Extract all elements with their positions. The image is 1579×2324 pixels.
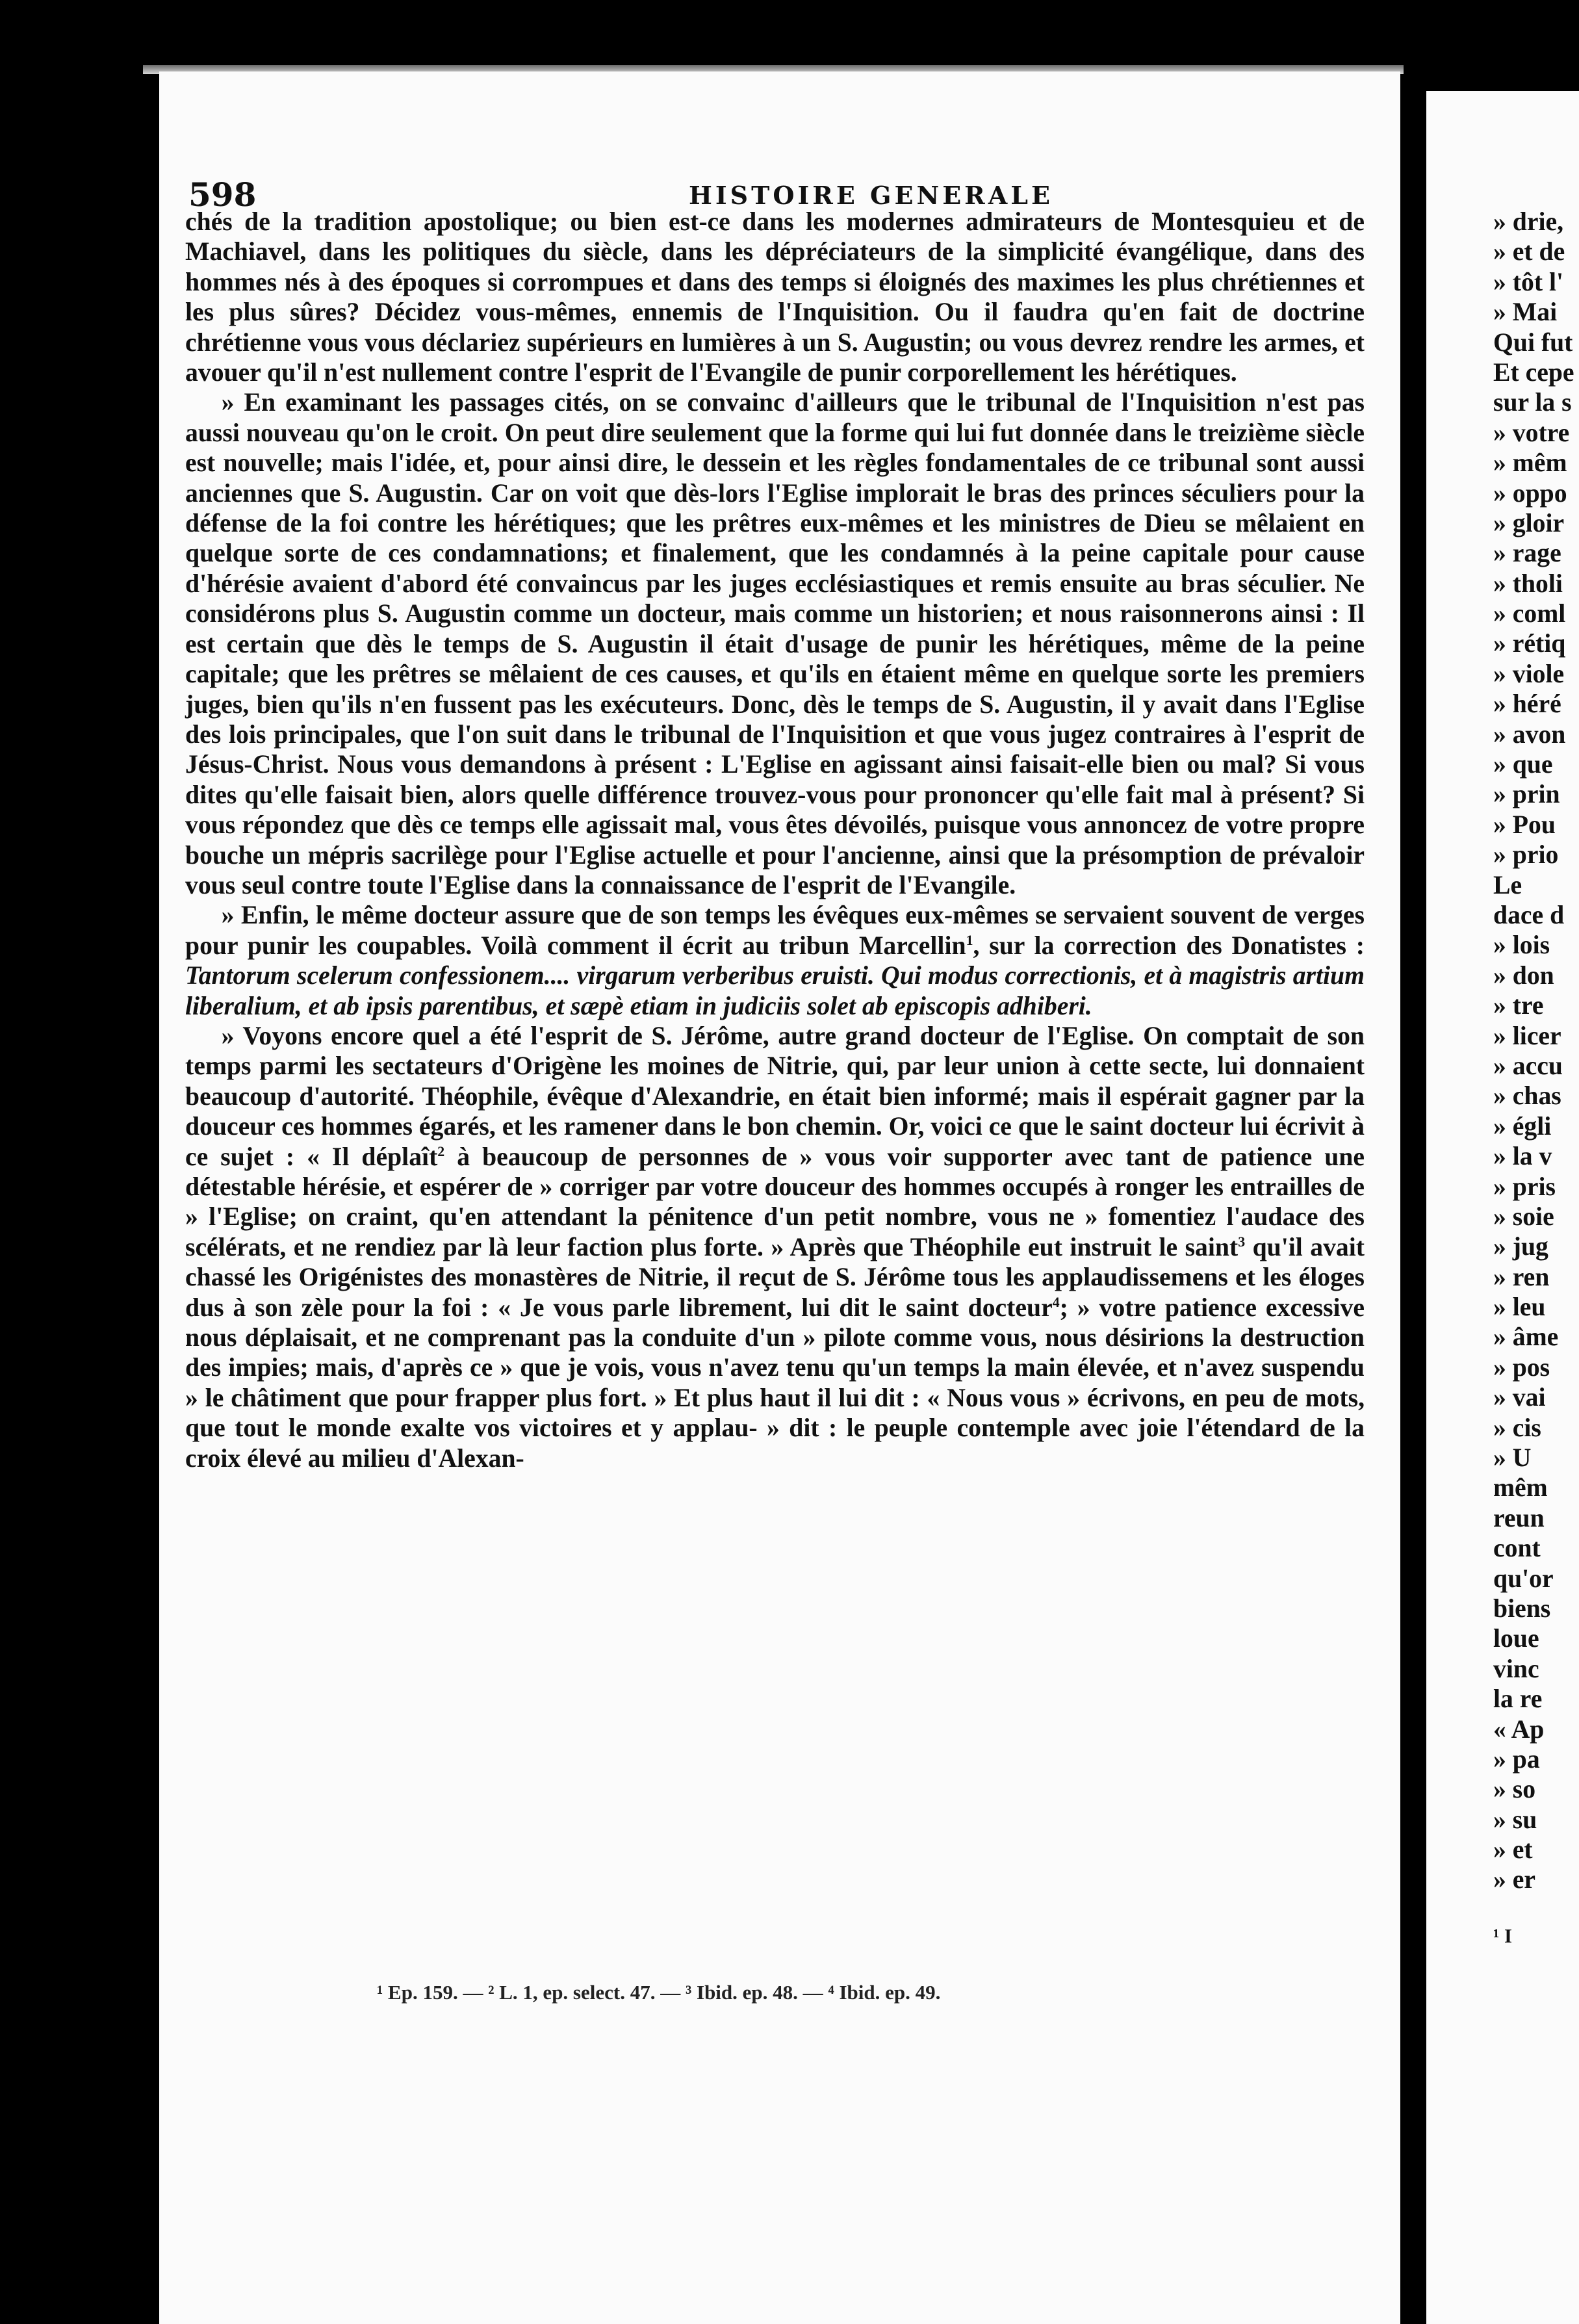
paragraph-text: » Enfin, le même docteur assure que de son temps les évêques eux-mêmes se servaient souvent de verges pour punir les coupables. Voilà comment il écrit au tribun Marcellin <box>185 901 1365 960</box>
adjacent-line-fragment: » que <box>1493 750 1553 779</box>
adjacent-line-fragment: » oppo <box>1493 478 1567 508</box>
adjacent-line-fragment: » jug <box>1493 1232 1548 1261</box>
adjacent-line-fragment: » licer <box>1493 1021 1561 1050</box>
adjacent-line-fragment: » pa <box>1493 1744 1540 1774</box>
adjacent-line-fragment: la re <box>1493 1685 1543 1714</box>
paragraph: » En examinant les passages cités, on se convainc d'ailleurs que le tribunal de l'Inquisition n'est pas aussi nouveau qu'on le croit. On peut dire seulement que la forme qui lui fut donnée dans le treizième siècle est nouvelle; mais l'idée, et, pour ainsi dire, le dessein et les règles fondamentales de ce tribunal sont aussi anciennes que S. Augustin. Car on voit que dès-lors l'Eglise implorait le bras des princes séculiers pour la défense de la foi contre les hérétiques; que les prêtres eux-mêmes et les ministres de Dieu se mêlaient en quelque sorte de ces condamnations; et finalement, que les condamnés à la peine capitale pour cause d'hérésie avaient d'abord été convaincus par les juges ecclésiastiques et remis ensuite au bras séculier. Ne considérons plus S. Augustin comme un docteur, mais comme un historien; et nous raisonnerons ainsi : Il est certain que dès le temps de S. Augustin il était d'usage de punir les hérétiques, même de la peine capitale; que les prêtres se mêlaient de ces causes, et qu'ils en étaient même en quelque sorte les premiers juges, bien qu'ils n'en fussent pas les exécuteurs. Donc, dès le temps de S. Augustin, il y avait dans l'Eglise des lois principales, que l'on suit dans le tribunal de l'Inquisition et que vous jugez contraires à l'esprit de Jésus-Christ. Nous vous demandons à présent : L'Eglise en agissant ainsi faisait-elle bien ou mal? Si vous dites qu'elle faisait bien, alors quelle différence trouvez-vous pour prononcer qu'elle fait mal à présent? Si vous répondez que dès ce temps elle agissait mal, vous êtes dévoilés, puisque vous annoncez de votre propre bouche un mépris sacrilège pour l'Eglise actuelle et pour l'ancienne, ainsi que la présomption de prévaloir vous seul contre toute l'Eglise dans la connaissance de l'esprit de l'Evangile. <box>185 388 1365 899</box>
adjacent-line-fragment: » drie, <box>1493 207 1564 236</box>
adjacent-line-fragment: » gloir <box>1493 508 1565 537</box>
adjacent-line-fragment: » lois <box>1493 931 1550 960</box>
adjacent-line-fragment: » su <box>1493 1805 1537 1834</box>
adjacent-line-fragment: » votre <box>1493 418 1570 447</box>
adjacent-line-fragment: » rétiq <box>1493 629 1566 658</box>
adjacent-line-fragment: » égli <box>1493 1111 1552 1141</box>
adjacent-line-fragment: » accu <box>1493 1051 1563 1080</box>
adjacent-line-fragment: » rage <box>1493 539 1561 568</box>
adjacent-line-fragment: » U <box>1493 1443 1532 1473</box>
adjacent-line-fragment: » pos <box>1493 1352 1550 1382</box>
running-title: HISTOIRE GENERALE <box>689 181 1053 210</box>
adjacent-line-fragment: » pris <box>1493 1172 1556 1201</box>
latin-quotation: Tantorum scelerum confessionem.... virgarum verberibus eruisti. Qui modus correctionis, et à magistris artium liberalium, et ab ipsis parentibus, et sæpè etiam in judiciis solet ab episcopis adhiberi. <box>185 961 1365 1020</box>
adjacent-line-fragment: » et de <box>1493 237 1565 266</box>
adjacent-line-fragment: » Mai <box>1493 298 1558 327</box>
adjacent-line-fragment: dace d <box>1493 900 1565 929</box>
adjacent-line-fragment: « Ap <box>1493 1714 1545 1744</box>
page-number: 598 <box>188 175 257 214</box>
paragraph <box>185 900 1365 1021</box>
footnotes: ¹ Ep. 159. — ² L. 1, ep. select. 47. — ³ Ibid. ep. 48. — ⁴ Ibid. ep. 49. <box>377 1981 941 2004</box>
adjacent-line-fragment: Le <box>1493 870 1522 899</box>
adjacent-line-fragment: reun <box>1493 1503 1545 1532</box>
adjacent-page-text <box>1493 207 1579 1951</box>
adjacent-line-fragment: » don <box>1493 961 1554 990</box>
adjacent-line-fragment: » soie <box>1493 1202 1554 1231</box>
adjacent-line-fragment: loue <box>1493 1624 1539 1653</box>
adjacent-line-fragment: » vai <box>1493 1383 1546 1412</box>
paragraph-text: ; » votre patience excessive nous déplaisait, et ne comprenant pas la conduite d'un » pilote comme vous, nous désirions la destruction des impies; mais, d'après ce » que je vois, vous n'avez tenu qu'un temps la main élevée, et n'avez suspendu » le châtiment que pour frapper plus fort. » Et plus haut il lui dit : « Nous vous » écrivons, en peu de mots, que tout le monde exalte vos victoires et y applau- » dit : le peuple contemple avec joie l'étendard de la croix élevé au milieu d'Alexan- <box>185 1293 1365 1473</box>
adjacent-line-fragment: » cis <box>1493 1413 1541 1442</box>
adjacent-line-fragment: » ren <box>1493 1262 1550 1291</box>
adjacent-line-fragment: » coml <box>1493 599 1566 628</box>
footnote-ref: 2 <box>437 1143 445 1159</box>
adjacent-line-fragment: mêm <box>1493 1473 1548 1503</box>
adjacent-line-fragment: vinc <box>1493 1654 1539 1683</box>
adjacent-line-fragment: » prio <box>1493 840 1559 870</box>
adjacent-line-fragment: Et cepe <box>1493 357 1574 387</box>
paragraph-text: à beaucoup de personnes de » vous voir supporter avec tant de patience une détestable hérésie, et espérer de » corriger par votre douceur des hommes occupés à ronger les entrailles de » l'Eglise; on craint, qu'en attendant la pénitence d'un petit nombre, vous ne » fomentiez l'audace des scélérats, et ne rendiez par là leur faction plus forte. » Après que Théophile eut instruit le saint <box>185 1142 1365 1261</box>
paragraph-text: , sur la correction des Donatistes : <box>973 931 1365 960</box>
adjacent-line-fragment: » prin <box>1493 780 1560 809</box>
adjacent-line-fragment: » Pou <box>1493 810 1556 839</box>
adjacent-line-fragment: biens <box>1493 1594 1551 1623</box>
adjacent-line-fragment: » leu <box>1493 1293 1546 1322</box>
paragraph-text: » Voyons encore quel a été l'esprit de S. Jérôme, autre grand docteur de l'Eglise. On comptait de son temps parmi les sectateurs d'Origène les moines de Nitrie, qui, par leur union à cette secte, lui donnaient beaucoup d'autorité. Théophile, évêque d'Alexandrie, en était bien informé; mais il espérait gagner par la douceur ces hommes égarés, et les ramener dans le bon chemin. Or, voici ce que le saint docteur lui écrivit à ce sujet : « Il déplaît <box>185 1021 1365 1171</box>
paragraph <box>185 1021 1365 1473</box>
footnote-ref: 4 <box>1052 1294 1060 1310</box>
adjacent-line-fragment: » âme <box>1493 1323 1559 1352</box>
body-text <box>185 207 1365 1473</box>
footnote-ref: 1 <box>966 932 973 948</box>
adjacent-line-fragment: » chas <box>1493 1081 1561 1111</box>
paragraph-text: qu'il avait chassé les Origénistes des monastères de Nitrie, il reçut de S. Jérôme tous les applaudissemens et les éloges dus à son zèle pour la foi : « Je vous parle librement, lui dit le saint docteur <box>185 1232 1365 1322</box>
adjacent-line-fragment: » mêm <box>1493 448 1567 478</box>
adjacent-line-fragment: » la v <box>1493 1142 1552 1171</box>
adjacent-line-fragment: » viole <box>1493 659 1565 688</box>
adjacent-footnote-fragment: ¹ I <box>1493 1924 1513 1947</box>
adjacent-line-fragment: » héré <box>1493 690 1561 719</box>
adjacent-line-fragment: » er <box>1493 1865 1535 1894</box>
adjacent-line-fragment: » avon <box>1493 719 1566 749</box>
adjacent-line-fragment: qu'or <box>1493 1564 1554 1593</box>
adjacent-line-fragment: cont <box>1493 1534 1541 1563</box>
adjacent-line-fragment: » tholi <box>1493 569 1563 598</box>
adjacent-line-fragment: sur la s <box>1493 388 1572 417</box>
adjacent-line-fragment: » et <box>1493 1835 1533 1865</box>
adjacent-line-fragment: » tre <box>1493 991 1544 1020</box>
adjacent-line-fragment: » so <box>1493 1775 1536 1804</box>
adjacent-line-fragment: » tôt l' <box>1493 267 1564 296</box>
footnote-ref: 3 <box>1238 1233 1246 1250</box>
paragraph: chés de la tradition apostolique; ou bien est-ce dans les modernes admirateurs de Montesquieu et de Machiavel, dans les politiques du siècle, dans les dépréciateurs de la simplicité évangélique, dans des hommes nés à des époques si corrompues et dans des temps si éloignés des maximes les plus chrétiennes et les plus sûres? Décidez vous-mêmes, ennemis de l'Inquisition. Ou il faudra qu'en fait de doctrine chrétienne vous vous déclariez supérieurs en lumières à un S. Augustin; ou vous devrez rendre les armes, et avouer qu'il n'est nullement contre l'esprit de l'Evangile de punir corporellement les hérétiques. <box>185 207 1365 387</box>
adjacent-line-fragment: Qui fut <box>1493 328 1573 357</box>
